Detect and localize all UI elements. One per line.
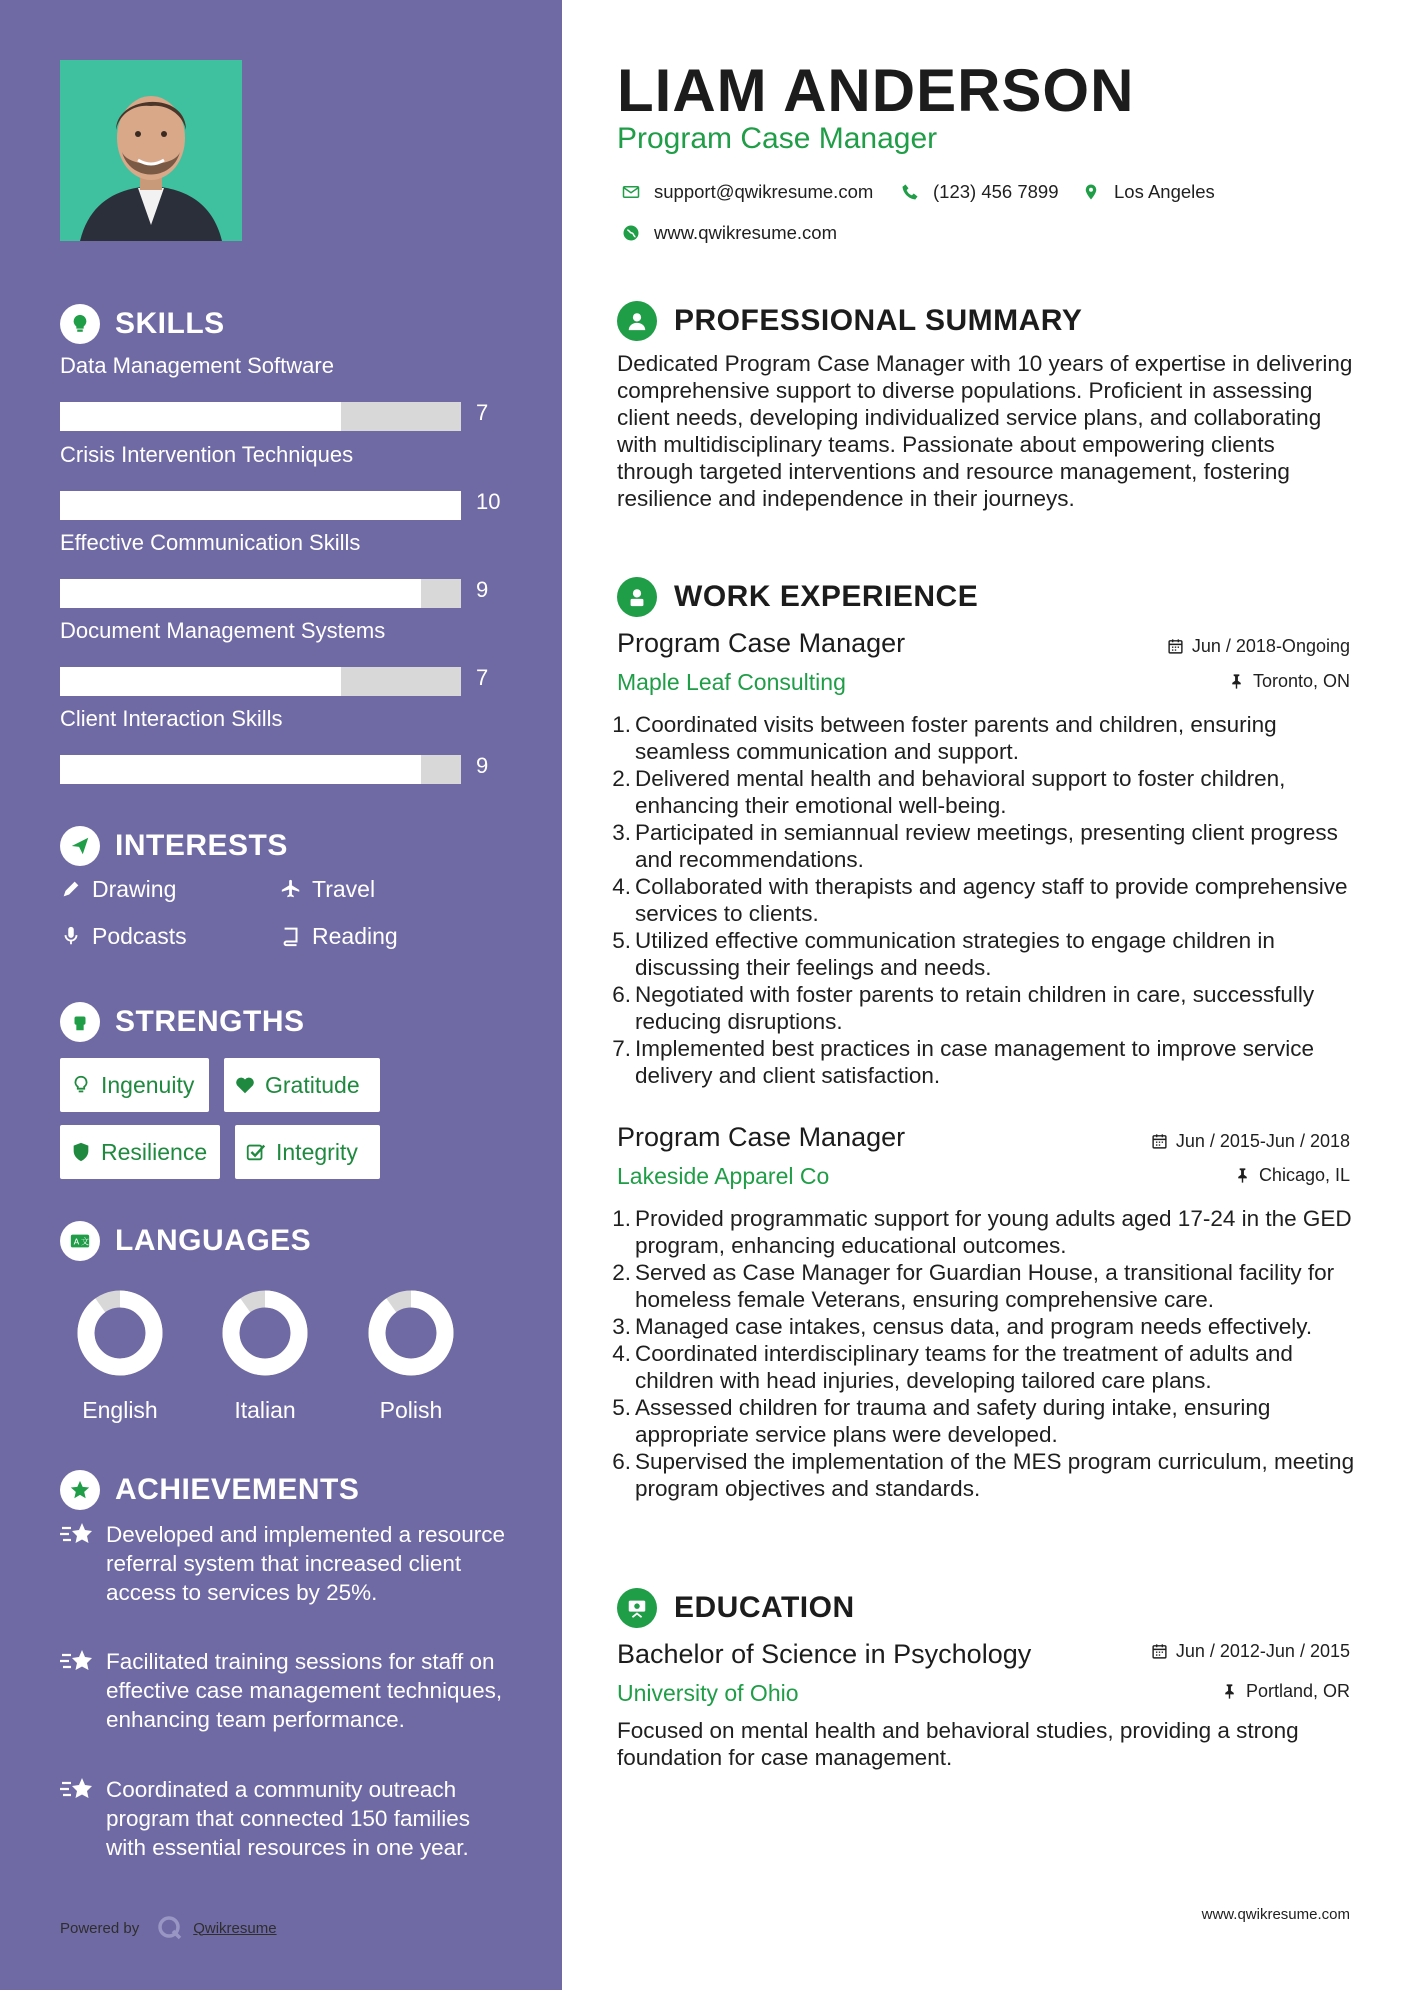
achievement-text: Facilitated training sessions for staff on effective case management techniques, enhancing team performance. (106, 1649, 503, 1732)
job-dates (1167, 636, 1350, 657)
shield-icon (70, 1141, 92, 1163)
list-item: 4. Coordinated interdisciplinary teams for the treatment of adults and children with head injuries, developing tailored care plans. (612, 1341, 1293, 1393)
job-location (1228, 671, 1350, 692)
pushpin-icon (1228, 673, 1245, 690)
skill-name: Document Management Systems (60, 618, 386, 643)
achievement-item (60, 1647, 510, 1734)
interests-title: INTERESTS (115, 829, 288, 862)
job-title: Program Case Manager (617, 1122, 906, 1152)
calendar-icon (1151, 1133, 1168, 1150)
skill-item (60, 440, 501, 514)
language-proficiency-arc (86, 1299, 154, 1367)
achievement-text: Coordinated a community outreach program that connected 150 families with essential resources in one year. (106, 1777, 470, 1860)
language-item (351, 1287, 471, 1424)
job-title: Program Case Manager (617, 628, 906, 658)
education-heading (617, 1586, 855, 1630)
book-icon (280, 925, 302, 947)
skill-item (60, 528, 500, 602)
interest-label: Reading (312, 922, 398, 949)
languages-heading (60, 1219, 311, 1263)
pencil-icon (60, 878, 82, 900)
translate-icon (60, 1221, 100, 1261)
summary-title: PROFESSIONAL SUMMARY (674, 304, 1083, 337)
language-item (60, 1287, 180, 1424)
skill-bar (60, 402, 461, 431)
candidate-role: Program Case Manager (617, 122, 938, 155)
education-title: EDUCATION (674, 1591, 855, 1624)
experience-title: WORK EXPERIENCE (674, 580, 979, 613)
shooting-star-icon (60, 1647, 94, 1677)
pushpin-icon (1221, 1683, 1238, 1700)
job-location-text: Toronto, ON (1252, 671, 1350, 691)
star-icon (60, 1470, 100, 1510)
paper-plane-icon (60, 826, 100, 866)
list-item: 7. Implemented best practices in case management to improve service delivery and client satisfaction. (612, 1036, 1315, 1088)
candidate-name: LIAM ANDERSON (617, 57, 1135, 124)
powered-by-label: Powered by (60, 1919, 140, 1937)
skill-item (60, 351, 500, 425)
strength-label: Integrity (276, 1138, 358, 1165)
skill-name: Client Interaction Skills (60, 706, 283, 731)
strength-label: Gratitude (265, 1071, 360, 1098)
globe-icon (622, 224, 640, 242)
shooting-star-icon (60, 1520, 94, 1550)
achievements-title: ACHIEVEMENTS (115, 1473, 360, 1506)
strengths-title: STRENGTHS (115, 1005, 305, 1038)
education-dates (1151, 1641, 1350, 1662)
shooting-star-icon (60, 1775, 94, 1805)
skill-level: 10 (476, 489, 501, 514)
skills-title: SKILLS (115, 307, 225, 340)
skill-bar (60, 755, 461, 784)
list-item: 6. Negotiated with foster parents to retain children in care, successfully reducing disruptions. (612, 982, 1315, 1034)
achievement-text: Developed and implemented a resource referral system that increased client access to services by 25%. (106, 1522, 505, 1605)
list-item: 1. Coordinated visits between foster parents and children, ensuring seamless communication and support. (612, 712, 1277, 764)
graduation-icon (617, 1588, 657, 1628)
strength-tag (60, 1125, 220, 1179)
language-name: Italian (234, 1397, 296, 1423)
strength-label: Resilience (101, 1138, 208, 1165)
skill-bar-fill (60, 579, 421, 608)
map-pin-icon (1082, 183, 1100, 201)
language-proficiency-ring (365, 1287, 457, 1379)
qwikresume-logo-icon (157, 1915, 183, 1941)
school-name: University of Ohio (617, 1680, 799, 1706)
job-location (1234, 1165, 1350, 1186)
skill-name: Effective Communication Skills (60, 530, 361, 555)
calendar-icon (1167, 638, 1184, 655)
skill-level: 7 (476, 665, 489, 690)
skill-name: Data Management Software (60, 353, 334, 378)
summary-heading (617, 299, 1082, 343)
list-item: 2. Delivered mental health and behavioral support to foster children, enhancing their emotional well-being. (612, 766, 1286, 818)
language-proficiency-arc (377, 1299, 445, 1367)
pushpin-icon (1234, 1167, 1251, 1184)
list-item: 5. Utilized effective communication strategies to engage children in discussing their feelings and needs. (612, 928, 1275, 980)
strength-tag (60, 1058, 209, 1112)
skill-bar (60, 491, 461, 520)
briefcase-icon (617, 577, 657, 617)
list-item: 4. Collaborated with therapists and agency staff to provide comprehensive services to clients. (612, 874, 1348, 926)
job-dates-text: Jun / 2015-Jun / 2018 (1175, 1131, 1350, 1151)
skill-name: Crisis Intervention Techniques (60, 442, 354, 467)
language-name: English (82, 1397, 158, 1423)
lightbulb-icon (70, 1074, 92, 1096)
list-item: 5. Assessed children for trauma and safety during intake, ensuring appropriate service plans were developed. (612, 1395, 1271, 1447)
phone-text: (123) 456 7899 (933, 181, 1059, 202)
degree-title: Bachelor of Science in Psychology (617, 1639, 1032, 1669)
list-item: 3. Managed case intakes, census data, and program needs effectively. (612, 1314, 1313, 1339)
contact-location (1082, 181, 1215, 203)
skill-bar (60, 667, 461, 696)
company-name: Maple Leaf Consulting (617, 669, 846, 695)
skill-level: 9 (476, 753, 489, 778)
check-square-icon (245, 1141, 267, 1163)
fist-icon (60, 1002, 100, 1042)
powered-by (60, 1915, 277, 1941)
job-dates (1151, 1131, 1350, 1152)
skill-item (60, 704, 500, 778)
lightbulb-icon (60, 304, 100, 344)
skill-bar-fill (60, 755, 421, 784)
language-proficiency-arc (231, 1299, 299, 1367)
envelope-icon (622, 183, 640, 201)
summary-text: Dedicated Program Case Manager with 10 years of expertise in delivering comprehensive support to diverse populations. Proficient in assessing client needs, developing individualized service plans, and collaborating with multidisciplinary teams. Passionate about empowering clients through targeted interventions and resource management, fostering resilience and independence in their journeys. (617, 351, 1353, 511)
languages-title: LANGUAGES (115, 1224, 312, 1257)
list-item: 2. Served as Case Manager for Guardian House, a transitional facility for homeless female Veterans, ensuring comprehensive care. (612, 1260, 1335, 1312)
svg-text:文: 文 (80, 1236, 90, 1247)
phone-icon (901, 183, 919, 201)
plane-icon (280, 878, 302, 900)
interest-item (60, 874, 176, 904)
job-bullets (612, 1205, 1362, 1502)
education-dates-text: Jun / 2012-Jun / 2015 (1175, 1641, 1350, 1661)
website-text: www.qwikresume.com (654, 222, 837, 243)
strength-tag (224, 1058, 380, 1112)
profile-photo (60, 60, 242, 241)
experience-heading (617, 575, 978, 619)
footer-website[interactable]: www.qwikresume.com (1201, 1906, 1350, 1923)
skill-bar-fill (60, 667, 341, 696)
calendar-icon (1151, 1643, 1168, 1660)
interest-item (280, 921, 398, 951)
achievements-heading (60, 1468, 359, 1512)
sidebar (0, 0, 562, 1990)
language-proficiency-ring (219, 1287, 311, 1379)
interest-label: Travel (312, 875, 376, 902)
location-text: Los Angeles (1114, 181, 1215, 202)
skill-level: 9 (476, 577, 489, 602)
education-description: Focused on mental health and behavioral studies, providing a strong foundation for case management. (617, 1718, 1299, 1770)
heart-icon (234, 1074, 256, 1096)
list-item: 3. Participated in semiannual review meetings, presenting client progress and recommendations. (612, 820, 1338, 872)
microphone-icon (60, 925, 82, 947)
interest-label: Drawing (92, 875, 177, 902)
interest-item (60, 921, 187, 951)
interest-item (280, 874, 375, 904)
person-portrait-icon (60, 60, 242, 241)
education-location (1221, 1681, 1350, 1702)
education-location-text: Portland, OR (1245, 1681, 1350, 1701)
contact-email[interactable] (622, 181, 873, 203)
svg-text:A: A (73, 1236, 80, 1247)
skill-level: 7 (476, 400, 489, 425)
skill-bar (60, 579, 461, 608)
job-dates-text: Jun / 2018-Ongoing (1191, 636, 1350, 656)
company-name: Lakeside Apparel Co (617, 1163, 830, 1189)
interest-label: Podcasts (92, 922, 187, 949)
list-item: 1. Provided programmatic support for young adults aged 17-24 in the GED program, enhancing educational outcomes. (612, 1206, 1352, 1258)
skills-heading (60, 302, 225, 346)
interests-heading (60, 824, 288, 868)
job-location-text: Chicago, IL (1258, 1165, 1350, 1185)
qwikresume-link[interactable]: Qwikresume (193, 1919, 277, 1937)
strengths-heading (60, 1000, 305, 1044)
achievement-item (60, 1520, 510, 1607)
language-item (205, 1287, 325, 1424)
strength-tag (235, 1125, 380, 1179)
contact-phone[interactable] (901, 181, 1059, 203)
skill-item (60, 616, 500, 690)
strength-label: Ingenuity (101, 1071, 195, 1098)
language-proficiency-ring (74, 1287, 166, 1379)
list-item: 6. Supervised the implementation of the MES program curriculum, meeting program objectives and standards. (612, 1449, 1355, 1501)
skill-bar-fill (60, 491, 461, 520)
user-icon (617, 301, 657, 341)
language-name: Polish (379, 1397, 443, 1423)
main-content (562, 0, 1407, 1990)
job-bullets (612, 711, 1362, 1089)
skill-bar-fill (60, 402, 341, 431)
contact-website[interactable] (622, 222, 837, 244)
achievement-item (60, 1775, 510, 1862)
email-text: support@qwikresume.com (654, 181, 874, 202)
